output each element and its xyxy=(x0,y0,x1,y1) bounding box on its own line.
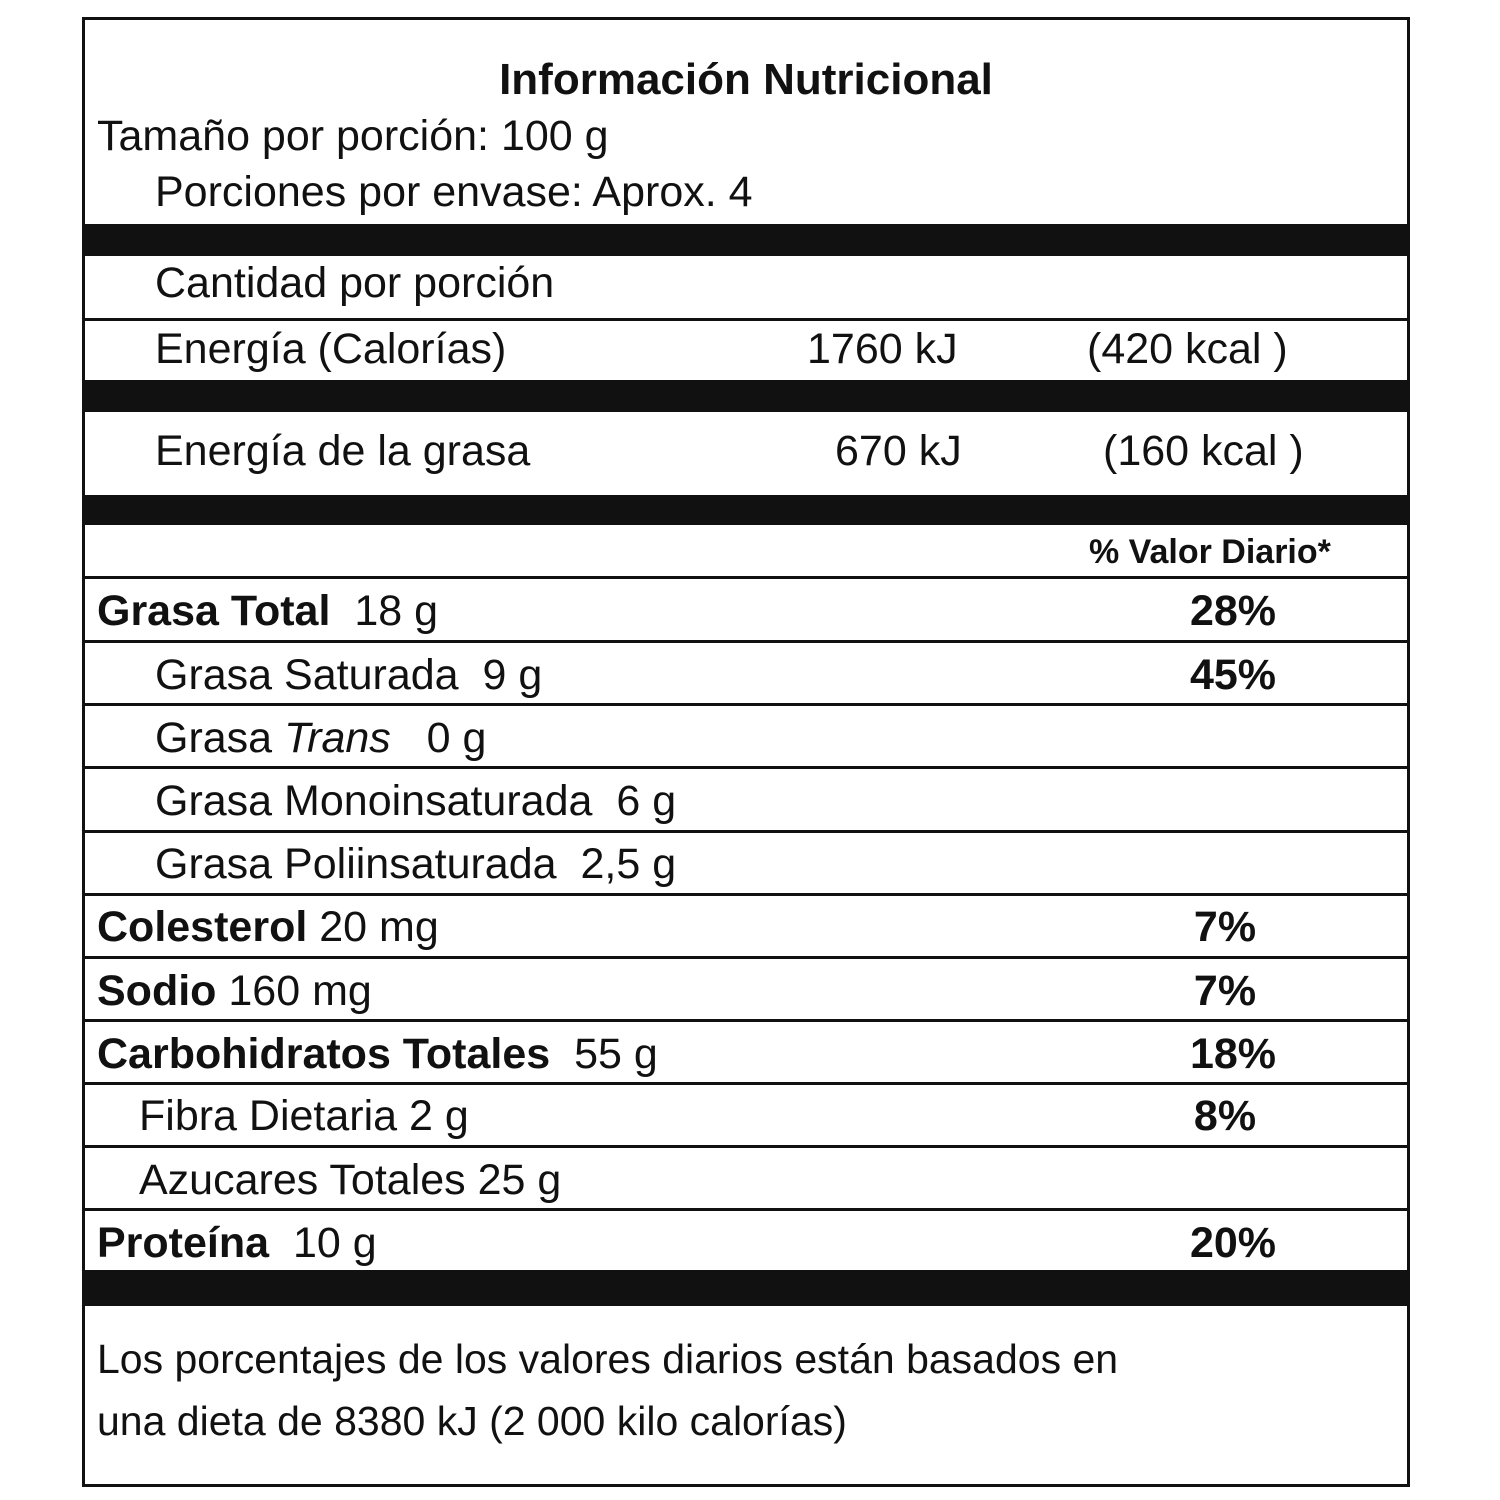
nutrient-name: Grasa Saturada xyxy=(155,651,459,699)
nutrient-row-grasa-trans xyxy=(155,714,487,762)
nutrient-dv: 7% xyxy=(1193,903,1257,951)
divider xyxy=(85,956,1407,959)
nutrient-name-italic: Trans xyxy=(284,714,391,762)
nutrient-row-carbohidratos xyxy=(97,1030,658,1078)
footnote-line-1: Los porcentajes de los valores diarios están basados en xyxy=(97,1336,1119,1382)
nutrient-name: Grasa Total xyxy=(97,587,331,635)
amount-per-serving: Cantidad por porción xyxy=(155,259,555,307)
energy-label: Energía (Calorías) xyxy=(155,325,507,373)
nutrient-row-grasa-total xyxy=(97,587,439,635)
nutrient-row-azucares xyxy=(139,1156,562,1204)
divider xyxy=(85,703,1407,706)
divider xyxy=(85,1019,1407,1022)
nutrient-amount: 0 g xyxy=(426,714,487,762)
servings-per-container: Porciones por envase: Aprox. 4 xyxy=(155,168,753,216)
nutrient-amount: 55 g xyxy=(574,1030,658,1078)
nutrient-row-sodio xyxy=(97,967,372,1015)
divider xyxy=(85,766,1407,769)
footnote-line-2: una dieta de 8380 kJ (2 000 kilo calorías) xyxy=(97,1398,847,1444)
nutrient-name: Grasa Monoinsaturada xyxy=(155,777,593,825)
divider xyxy=(85,830,1407,833)
nutrient-amount: 6 g xyxy=(616,777,677,825)
thick-divider xyxy=(85,495,1407,525)
nutrient-row-proteina xyxy=(97,1219,377,1267)
nutrient-row-grasa-poli xyxy=(155,840,677,888)
divider xyxy=(85,318,1407,321)
nutrition-facts-label xyxy=(82,17,1410,1487)
serving-size: Tamaño por porción: 100 g xyxy=(97,112,609,160)
nutrient-amount: 2,5 g xyxy=(580,840,677,888)
nutrient-dv: 18% xyxy=(1189,1030,1277,1078)
nutrient-dv: 28% xyxy=(1189,587,1277,635)
nutrient-amount: 25 g xyxy=(477,1156,562,1204)
nutrient-amount: 18 g xyxy=(354,587,439,635)
energy-fat-label: Energía de la grasa xyxy=(155,427,531,475)
nutrient-row-grasa-saturada xyxy=(155,651,543,699)
nutrient-name: Colesterol xyxy=(97,903,308,951)
energy-kcal: (420 kcal ) xyxy=(1087,325,1288,373)
nutrient-dv: 7% xyxy=(1193,967,1257,1015)
label-title: Información Nutricional xyxy=(499,55,993,104)
divider xyxy=(85,1145,1407,1148)
thick-divider xyxy=(85,1270,1407,1306)
nutrient-name: Fibra Dietaria xyxy=(139,1092,398,1140)
energy-kj: 1760 kJ xyxy=(807,325,958,373)
thick-divider xyxy=(85,380,1407,412)
divider xyxy=(85,1082,1407,1085)
nutrient-name: Sodio xyxy=(97,967,217,1015)
nutrient-dv: 45% xyxy=(1189,651,1277,699)
nutrient-row-fibra xyxy=(139,1092,469,1140)
nutrient-amount: 2 g xyxy=(409,1092,469,1140)
nutrient-amount: 160 mg xyxy=(228,967,372,1015)
nutrient-name: Grasa Poliinsaturada xyxy=(155,840,557,888)
nutrient-dv: 20% xyxy=(1189,1219,1277,1267)
daily-value-header: % Valor Diario* xyxy=(1089,533,1331,571)
nutrient-amount: 20 mg xyxy=(319,903,439,951)
nutrient-name: Grasa xyxy=(155,714,273,762)
divider xyxy=(85,576,1407,579)
nutrient-name: Carbohidratos Totales xyxy=(97,1030,551,1078)
nutrient-name: Azucares Totales xyxy=(139,1156,466,1204)
nutrient-row-grasa-mono xyxy=(155,777,677,825)
energy-fat-kcal: (160 kcal ) xyxy=(1103,427,1304,475)
nutrient-row-colesterol xyxy=(97,903,439,951)
divider xyxy=(85,1208,1407,1211)
nutrient-amount: 9 g xyxy=(482,651,543,699)
divider xyxy=(85,640,1407,643)
nutrient-dv: 8% xyxy=(1193,1092,1257,1140)
thick-divider xyxy=(85,224,1407,256)
energy-fat-kj: 670 kJ xyxy=(835,427,962,475)
divider xyxy=(85,893,1407,896)
nutrient-name: Proteína xyxy=(97,1219,270,1267)
nutrient-amount: 10 g xyxy=(292,1219,377,1267)
